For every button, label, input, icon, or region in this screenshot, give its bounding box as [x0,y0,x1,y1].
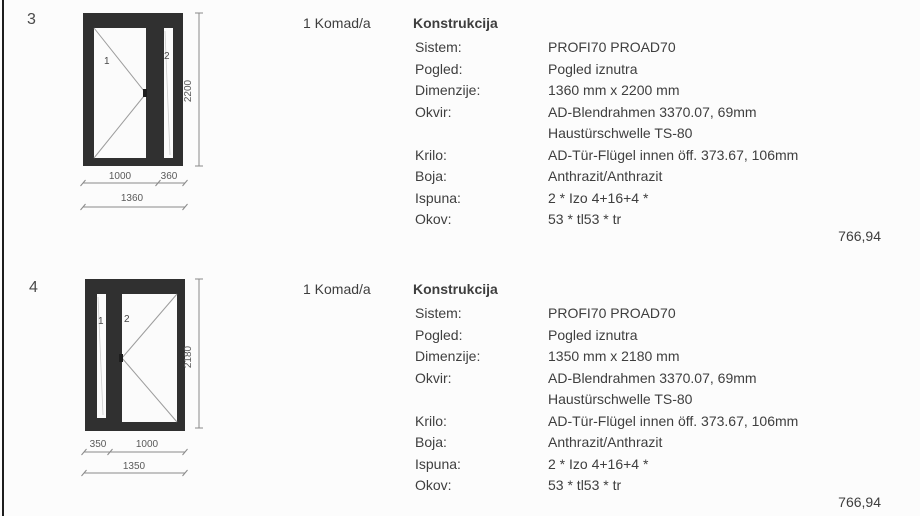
width-segment-label: 350 [89,439,107,450]
total-width-label: 1350 [122,461,146,472]
spec-row [415,59,798,81]
spec-row [415,346,798,368]
table-left-border [2,0,4,516]
door-leaf-glass [94,28,146,158]
spec-label: Dimenzije: [415,82,481,98]
spec-value: 1360 mm x 2200 mm [548,82,680,98]
spec-label: Okov: [415,211,452,227]
panel-label: 1 [104,56,110,67]
spec-row [415,145,798,167]
spec-label [415,389,548,411]
spec-label: Pogled: [415,60,463,77]
panel-label: 2 [164,51,170,62]
item-spec-block [303,15,881,255]
construction-title: Konstrukcija [413,281,498,297]
quantity-label: 1 Komad/a [303,15,371,31]
spec-value: Pogled iznutra [548,326,638,343]
spec-row [415,389,798,411]
spec-value: AD-Tür-Flügel innen öff. 373.67, 106mm [548,412,799,429]
item-price: 766,94 [838,494,881,510]
spec-label: Krilo: [415,146,447,163]
spec-label [415,123,548,145]
spec-value: Pogled iznutra [548,60,638,77]
item-number: 4 [29,279,38,296]
item-number: 3 [27,11,36,28]
panel-label: 2 [124,314,130,325]
spec-row [415,123,798,145]
spec-value: 2 * Izo 4+16+4 * [548,189,649,206]
spec-row [415,166,798,188]
spec-row [415,188,798,210]
height-dimension-label: 2200 [183,79,194,103]
spec-row [415,80,798,102]
spec-value: PROFI70 PROAD70 [548,305,676,321]
spec-row [415,303,798,325]
door-diagram [75,272,225,487]
item-spec-block [303,281,881,516]
item-price: 766,94 [838,228,881,244]
spec-value: 1350 mm x 2180 mm [548,348,680,364]
spec-value: AD-Blendrahmen 3370.07, 69mm [548,369,757,386]
spec-value: AD-Tür-Flügel innen öff. 373.67, 106mm [548,146,799,163]
spec-value: AD-Blendrahmen 3370.07, 69mm [548,103,757,120]
door-diagram [75,8,225,223]
spec-label: Okvir: [415,369,452,386]
spec-row [415,454,798,476]
spec-value: Haustürschwelle TS-80 [548,391,693,407]
height-dimension-label: 2180 [183,345,194,369]
spec-row [415,432,798,454]
door-leaf-glass [122,294,177,422]
quantity-label: 1 Komad/a [303,281,371,297]
spec-value: 53 * tl53 * tr [548,211,622,227]
door-handle [119,354,123,362]
spec-value: PROFI70 PROAD70 [548,39,676,55]
construction-title: Konstrukcija [413,15,498,31]
spec-label: Pogled: [415,326,463,343]
spec-value: Anthrazit/Anthrazit [548,434,663,450]
spec-label: Okov: [415,477,452,493]
spec-label: Ispuna: [415,189,461,206]
spec-row [415,411,798,433]
spec-label: Krilo: [415,412,447,429]
spec-label: Sistem: [415,305,462,321]
spec-label: Boja: [415,434,447,450]
spec-value: Anthrazit/Anthrazit [548,168,663,184]
door-handle [143,89,147,97]
spec-label: Sistem: [415,39,462,55]
width-segment-label: 1000 [108,171,132,182]
panel-label: 1 [98,316,104,327]
spec-label: Okvir: [415,103,452,120]
total-width-label: 1360 [120,193,144,204]
width-segment-label: 360 [160,171,178,182]
spec-row [415,368,798,390]
spec-label: Boja: [415,168,447,184]
spec-list [415,37,798,231]
spec-value: 53 * tl53 * tr [548,477,622,493]
spec-value: Haustürschwelle TS-80 [548,125,693,141]
spec-row [415,37,798,59]
spec-list [415,303,798,497]
spec-label: Ispuna: [415,455,461,472]
spec-row [415,102,798,124]
width-segment-label: 1000 [135,439,159,450]
spec-label: Dimenzije: [415,348,481,364]
spec-row [415,325,798,347]
spec-value: 2 * Izo 4+16+4 * [548,455,649,472]
